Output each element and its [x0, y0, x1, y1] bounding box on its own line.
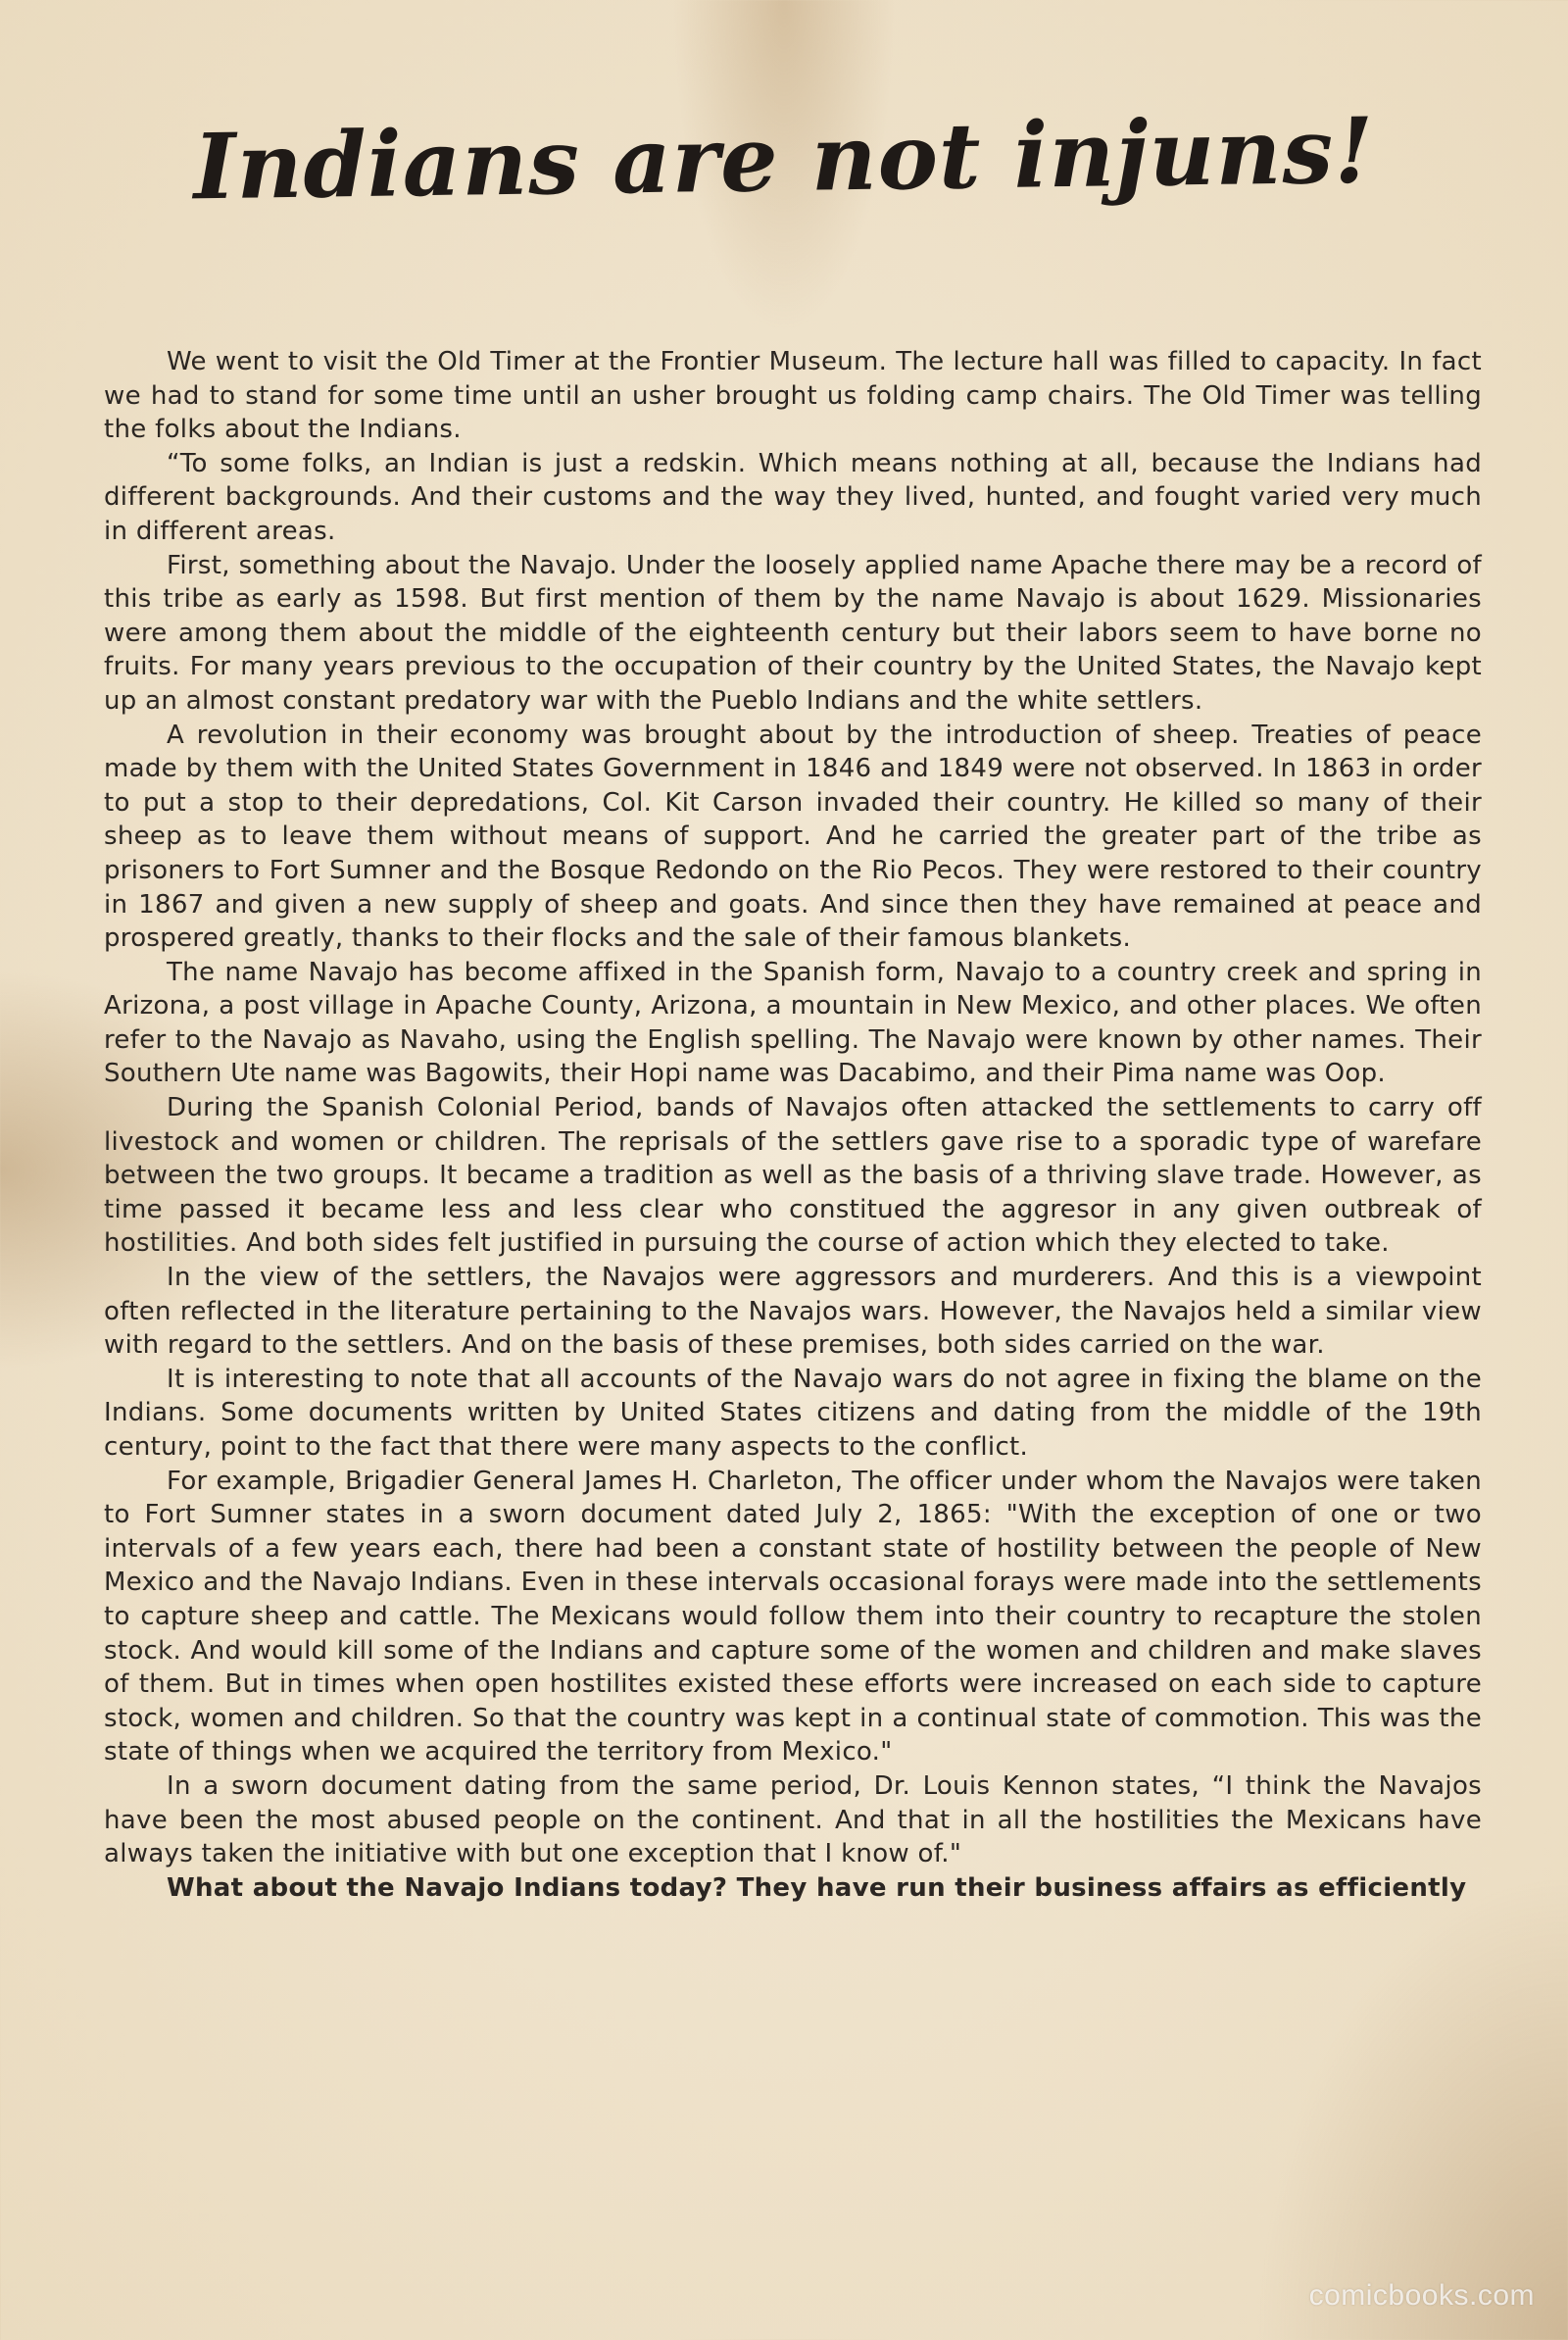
- paragraph: The name Navajo has become affixed in the Spanish form, Navajo to a country creek and spring in Arizona, a post village in Apache County, Arizona, a mountain in New Mexico, and other places. We often refer to the Navajo as Navaho, using the English spelling. The Navajo were known by other names. Their Southern Ute name was Bagowits, their Hopi name was Dacabimo, and their Pima name was Oop.: [104, 957, 1482, 1089]
- paragraph: For example, Brigadier General James H. Charleton, The officer under whom the Navajos were taken to Fort Sumner states in a sworn document dated July 2, 1865: "With the exception of one or two intervals of a few years each, there had been a constant state of hostility between the people of New Mexico and the Navajo Indians. Even in these intervals occasional forays were made into the settlements to capture sheep and cattle. The Mexicans would follow them into their country to recapture the stolen stock. And would kill some of the Indians and capture some of the women and children and make slaves of them. But in times when open hostilites existed these efforts were increased on each side to capture stock, women and children. So that the country was kept in a continual state of commotion. This was the state of things when we acquired the territory from Mexico.": [104, 1466, 1482, 1767]
- paragraph: First, something about the Navajo. Under the loosely applied name Apache there may be a record of this tribe as early as 1598. But first mention of them by the name Navajo is about 1629. Missionaries were among them about the middle of the eighteenth century but their labors seem to have borne no fruits. For many years previous to the occupation of their country by the United States, the Navajo kept up an almost constant predatory war with the Pueblo Indians and the white settlers.: [104, 550, 1482, 716]
- paragraph: “To some folks, an Indian is just a redskin. Which means nothing at all, because the Indians had different backgrounds. And their customs and the way they lived, hunted, and fought varied very much in different areas.: [104, 448, 1482, 546]
- paragraph: It is interesting to note that all accounts of the Navajo wars do not agree in fixing the blame on the Indians. Some documents written by United States citizens and dating from the middle of the 19th century, point to the fact that there were many aspects to the conflict.: [104, 1364, 1482, 1462]
- paragraph: During the Spanish Colonial Period, bands of Navajos often attacked the settlements to carry off livestock and women or children. The reprisals of the settlers gave rise to a sporadic type of warefare between the two groups. It became a tradition as well as the basis of a thriving slave trade. However, as time passed it became less and less clear who constitued the aggresor in any given outbreak of hostilities. And both sides felt justified in pursuing the course of action which they elected to take.: [104, 1093, 1482, 1259]
- paragraph: In a sworn document dating from the same period, Dr. Louis Kennon states, “I think the Navajos have been the most abused people on the continent. And that in all the hostilities the Mexicans have always taken the initiative with but one exception that I know of.": [104, 1770, 1482, 1869]
- paragraph: A revolution in their economy was brought about by the introduction of sheep. Treaties of peace made by them with the United States Government in 1846 and 1849 were not observed. In 1863 in order to put a stop to their depredations, Col. Kit Carson invaded their country. He killed so many of their sheep as to leave them without means of support. And he carried the greater part of the tribe as prisoners to Fort Sumner and the Bosque Redondo on the Rio Pecos. They were restored to their country in 1867 and given a new supply of sheep and goats. And since then they have remained at peace and prospered greatly, thanks to their flocks and the sale of their famous blankets.: [104, 720, 1482, 954]
- paragraph: What about the Navajo Indians today? They have run their business affairs as efficiently: [167, 1872, 1467, 1903]
- article-body: [104, 345, 1482, 1905]
- paragraph: In the view of the settlers, the Navajos were aggressors and murderers. And this is a viewpoint often reflected in the literature pertaining to the Navajos wars. However, the Navajos held a similar view with regard to the settlers. And on the basis of these premises, both sides carried on the war.: [104, 1263, 1482, 1361]
- paragraph: We went to visit the Old Timer at the Frontier Museum. The lecture hall was filled to capacity. In fact we had to stand for some time until an usher brought us folding camp chairs. The Old Timer was telling the folks about the Indians.: [104, 347, 1482, 445]
- watermark: comicbooks.com: [1308, 2279, 1535, 2312]
- page-title: Indians are not injuns!: [192, 97, 1376, 221]
